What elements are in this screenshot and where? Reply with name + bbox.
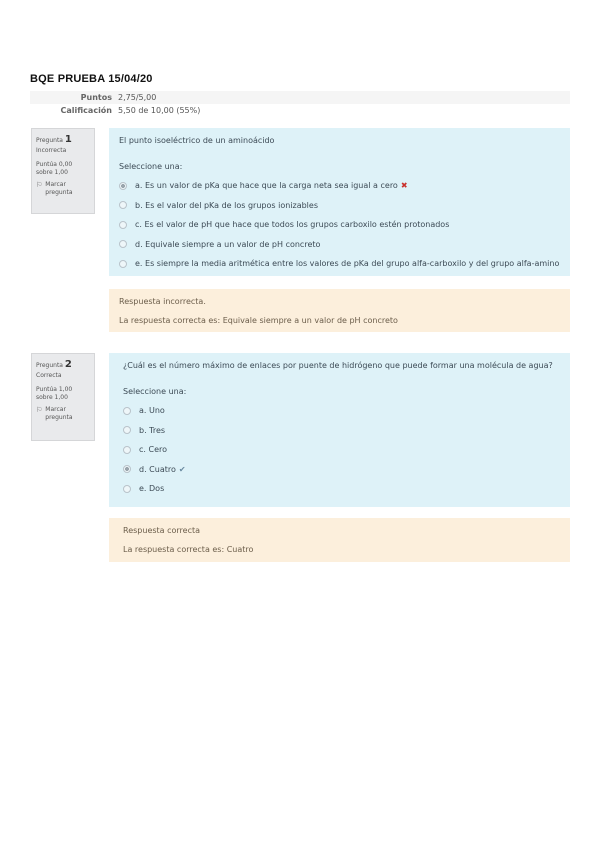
answer-option-d[interactable] [119,235,560,255]
check-icon: ✔ [178,464,186,474]
cross-icon: ✖ [400,181,408,191]
feedback-correct-answer: La respuesta correcta es: Cuatro [123,545,254,554]
answer-text: c. Es el valor de pH que hace que todos los grupos carboxilo estén protonados [135,220,450,230]
answer-text: b. Es el valor del pKa de los grupos ionizables [135,200,318,210]
answer-text: e. Es siempre la media aritmética entre los valores de pKa del grupo alfa-carboxilo y del grupo alfa-amino [135,259,560,269]
answer-text: d. Equivale siempre a un valor de pH concreto [135,239,321,249]
document-title: BQE PRUEBA 15/04/20 [30,73,153,85]
question-text: ¿Cuál es el número máximo de enlaces por puente de hidrógeno que puede formar una molécula de agua? [123,361,553,370]
summary-value: 5,50 de 10,00 (55%) [118,106,201,115]
summary-label: Calificación [60,106,112,115]
select-prompt: Seleccione una: [119,162,183,171]
radio-button[interactable] [123,426,131,434]
radio-button[interactable] [119,201,127,209]
question-grade: Puntúa 0,00 sobre 1,00 [36,160,73,176]
question-feedback-1 [109,289,570,332]
answer-text: c. Cero [139,445,167,455]
answer-text: b. Tres [139,425,166,435]
question-number-prefix: Pregunta [36,137,63,144]
answer-option-a[interactable] [123,401,560,421]
flag-icon: ⚐ [36,180,43,189]
answer-option-c[interactable] [119,215,560,235]
question-number-value: 2 [64,359,72,370]
answer-option-e[interactable] [123,479,560,499]
flag-question-label: Marcar pregunta [45,180,73,196]
question-state: Incorrecta [36,146,67,154]
summary-row-grade [30,104,570,117]
summary-value: 2,75/5,00 [118,93,157,102]
radio-button[interactable] [123,465,131,473]
flag-question-label: Marcar pregunta [45,405,73,421]
summary-row-points [30,91,570,104]
radio-button[interactable] [123,407,131,415]
question-info-2 [31,353,95,441]
attempt-summary [30,91,570,117]
flag-question-button[interactable] [36,406,90,422]
flag-icon: ⚐ [36,405,43,414]
question-number-value: 1 [64,134,72,145]
feedback-status: Respuesta incorrecta. [119,297,206,306]
answer-option-b[interactable] [119,196,560,216]
question-feedback-2 [109,518,570,562]
radio-button[interactable] [123,485,131,493]
answer-option-d[interactable] [123,460,560,480]
radio-button[interactable] [123,446,131,454]
feedback-correct-answer: La respuesta correcta es: Equivale siempre a un valor de pH concreto [119,316,398,325]
feedback-status: Respuesta correcta [123,526,201,535]
radio-button[interactable] [119,182,127,190]
flag-question-button[interactable] [36,181,90,197]
question-content-1 [109,128,570,276]
answer-option-e[interactable] [119,254,560,274]
select-prompt: Seleccione una: [123,387,187,396]
answer-text: d. Cuatro [139,464,176,474]
question-number [36,358,90,372]
radio-button[interactable] [119,260,127,268]
question-info-1 [31,128,95,214]
question-state: Correcta [36,371,62,379]
question-content-2 [109,353,570,507]
question-number [36,133,90,147]
summary-label: Puntos [80,93,112,102]
question-grade: Puntúa 1,00 sobre 1,00 [36,385,73,401]
question-number-prefix: Pregunta [36,362,63,369]
radio-button[interactable] [119,240,127,248]
answer-text: a. Es un valor de pKa que hace que la carga neta sea igual a cero [135,181,398,191]
answer-option-b[interactable] [123,421,560,441]
answer-text: e. Dos [139,484,165,494]
question-text: El punto isoeléctrico de un aminoácido [119,136,275,145]
answer-option-c[interactable] [123,440,560,460]
radio-button[interactable] [119,221,127,229]
answer-text: a. Uno [139,406,165,416]
answer-option-a[interactable] [119,176,560,196]
